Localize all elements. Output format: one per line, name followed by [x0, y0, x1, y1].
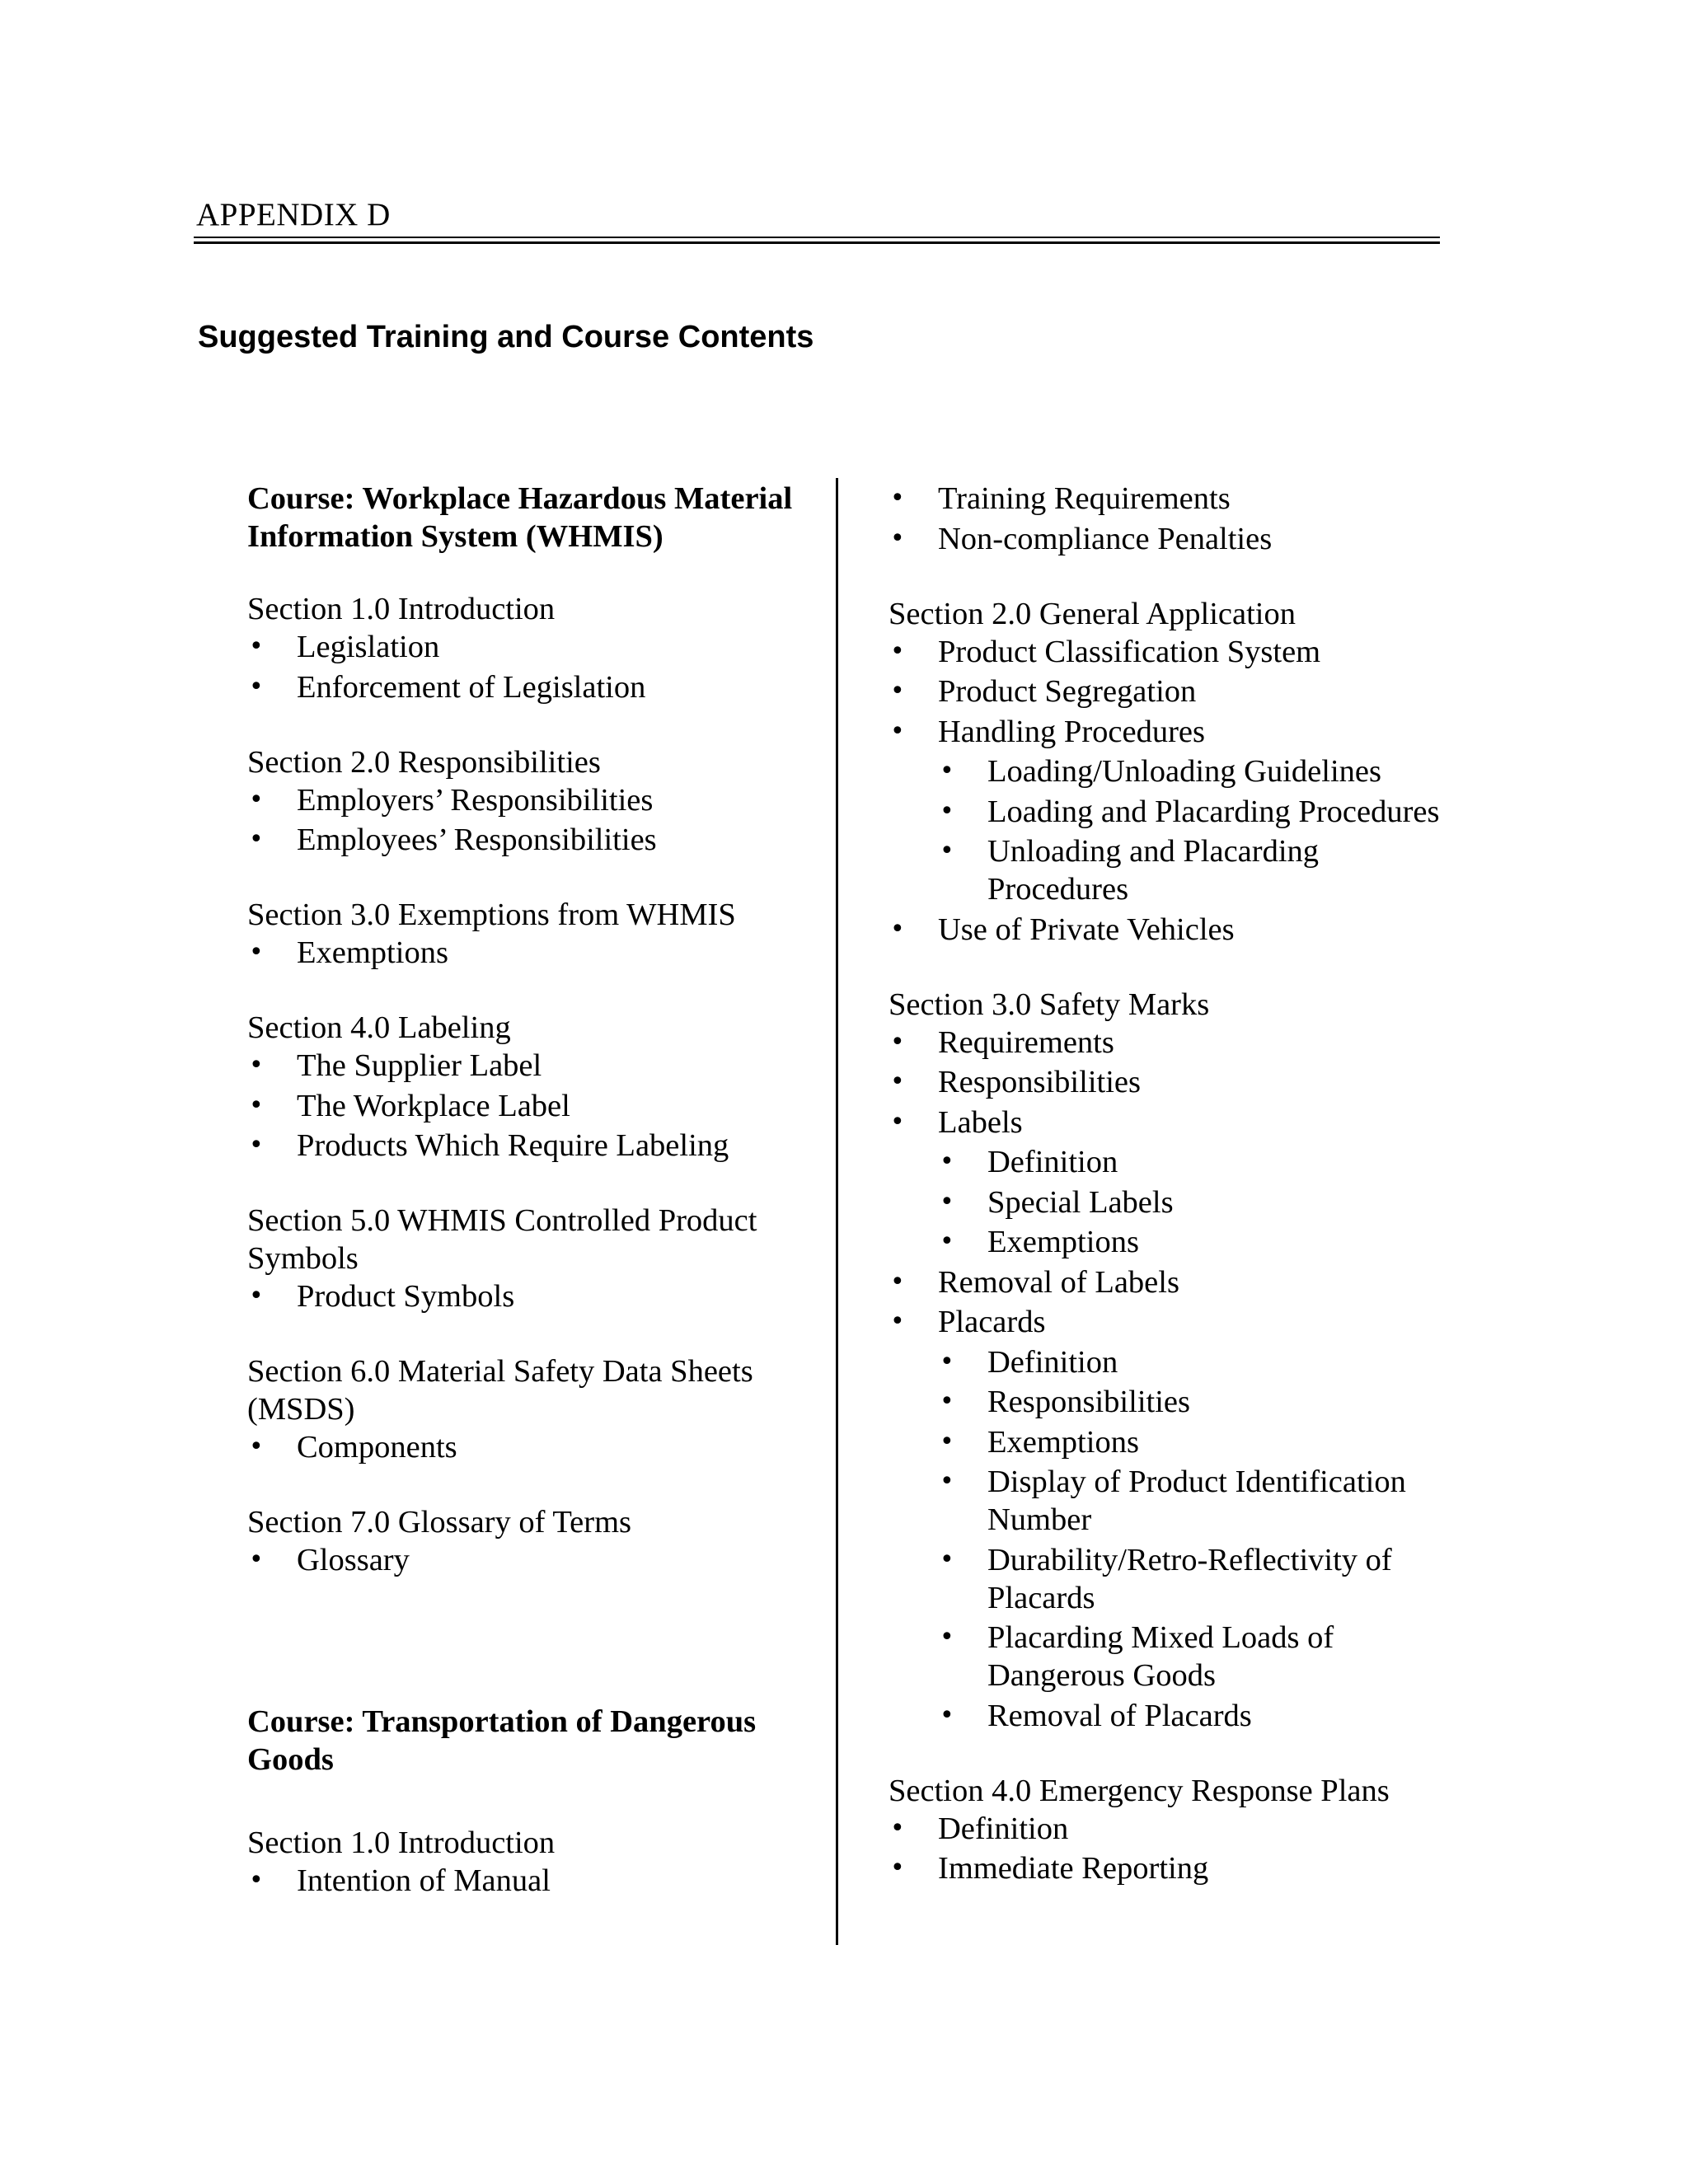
section-title: Section 5.0 WHMIS Controlled Product Symbols	[247, 1203, 757, 1276]
section-tdg-3	[889, 986, 1465, 1735]
list-item: • Enforcement of Legislation	[247, 668, 824, 706]
list-item: • Product Classification System	[889, 633, 1465, 671]
list-item: • Non-compliance Penalties	[889, 520, 1465, 558]
section-title: Section 4.0 Labeling	[247, 1010, 511, 1045]
list-item	[889, 1303, 1465, 1735]
list-item-label: Placards	[938, 1305, 1046, 1339]
list-item: • Training Requirements	[889, 480, 1465, 518]
section-title: Section 1.0 Introduction	[247, 1825, 556, 1860]
list-item-label: Handling Procedures	[938, 714, 1205, 749]
section-title: Section 2.0 Responsibilities	[247, 744, 601, 780]
list-item: • The Supplier Label	[247, 1047, 824, 1085]
course-tdg-block	[247, 1703, 824, 1779]
list-item: • Legislation	[247, 628, 824, 666]
list-item: • Requirements	[889, 1024, 1465, 1062]
section-tdg-1	[247, 1824, 824, 1900]
sub-list-item: • Exemptions	[938, 1223, 1465, 1261]
course-title-whmis: Course: Workplace Hazardous Material Information System (WHMIS)	[247, 481, 793, 554]
sub-list-item: • Loading/Unloading Guidelines	[938, 752, 1465, 790]
sub-list-item: • Removal of Placards	[938, 1697, 1465, 1735]
list-item: • Product Symbols	[247, 1277, 824, 1315]
bullet-list	[889, 633, 1465, 949]
section-title: Section 1.0 Introduction	[247, 592, 556, 626]
list-item: • Product Segregation	[889, 673, 1465, 710]
list-item: • Products Which Require Labeling	[247, 1127, 824, 1165]
list-item: • Components	[247, 1428, 824, 1466]
section-whmis-1	[247, 590, 824, 706]
bullet-list	[247, 1277, 824, 1315]
section-tdg-1-continued	[889, 480, 1465, 558]
section-title: Section 7.0 Glossary of Terms	[247, 1505, 632, 1540]
list-item: • Exemptions	[247, 934, 824, 972]
bullet-list	[247, 628, 824, 706]
section-whmis-2	[247, 743, 824, 860]
course-title-tdg: Course: Transportation of Dangerous Goods	[247, 1704, 757, 1777]
section-whmis-3	[247, 896, 824, 972]
bullet-list	[889, 1024, 1465, 1735]
header-rule-thin	[194, 237, 1440, 238]
list-item: • Employees’ Responsibilities	[247, 821, 824, 859]
bullet-list	[889, 1810, 1465, 1888]
sub-list-item: • Definition	[938, 1143, 1465, 1181]
list-item	[889, 1104, 1465, 1262]
column-divider	[836, 478, 838, 1945]
bullet-list	[889, 480, 1465, 558]
bullet-list	[247, 934, 824, 972]
list-item-label: Labels	[938, 1104, 1023, 1140]
sub-list-item: • Responsibilities	[938, 1383, 1465, 1421]
list-item: • Use of Private Vehicles	[889, 911, 1465, 949]
section-title: Section 2.0 General Application	[889, 596, 1296, 631]
sub-bullet-list	[938, 1343, 1465, 1735]
list-item	[889, 713, 1465, 909]
bullet-list	[247, 1862, 824, 1900]
list-item: • Employers’ Responsibilities	[247, 781, 824, 819]
list-item: • Removal of Labels	[889, 1263, 1465, 1301]
list-item: • Immediate Reporting	[889, 1849, 1465, 1887]
section-whmis-5	[247, 1202, 824, 1315]
list-item: • Intention of Manual	[247, 1862, 824, 1900]
section-title: Section 3.0 Safety Marks	[889, 987, 1210, 1022]
bullet-list	[247, 1428, 824, 1466]
sub-list-item: • Loading and Placarding Procedures	[938, 793, 1465, 831]
list-item: • Responsibilities	[889, 1063, 1465, 1101]
sub-list-item: • Special Labels	[938, 1183, 1465, 1221]
bullet-list	[247, 1541, 824, 1579]
appendix-label: APPENDIX D	[196, 197, 391, 232]
left-column	[247, 480, 824, 1902]
section-whmis-7	[247, 1503, 824, 1579]
sub-list-item: • Durability/Retro-Reflectivity of Placards	[938, 1541, 1465, 1617]
sub-list-item: • Display of Product Identification Number	[938, 1463, 1465, 1539]
header-rule-thick	[194, 241, 1440, 244]
sub-list-item: • Placarding Mixed Loads of Dangerous Goods	[938, 1619, 1465, 1694]
bullet-list	[247, 781, 824, 860]
list-item: • The Workplace Label	[247, 1087, 824, 1125]
section-title: Section 4.0 Emergency Response Plans	[889, 1773, 1390, 1808]
bullet-list	[247, 1047, 824, 1165]
section-whmis-6	[247, 1352, 824, 1466]
section-tdg-2	[889, 595, 1465, 949]
list-item: • Definition	[889, 1810, 1465, 1848]
right-column	[889, 480, 1465, 1890]
section-title: Section 3.0 Exemptions from WHMIS	[247, 898, 736, 932]
section-whmis-4	[247, 1009, 824, 1165]
sub-bullet-list	[938, 752, 1465, 908]
sub-list-item: • Definition	[938, 1343, 1465, 1381]
list-item: • Glossary	[247, 1541, 824, 1579]
page-title: Suggested Training and Course Contents	[198, 320, 814, 354]
sub-list-item: • Unloading and Placarding Procedures	[938, 832, 1465, 908]
section-tdg-4	[889, 1772, 1465, 1888]
section-title: Section 6.0 Material Safety Data Sheets (MSDS)	[247, 1354, 753, 1427]
sub-bullet-list	[938, 1143, 1465, 1261]
sub-list-item: • Exemptions	[938, 1423, 1465, 1461]
